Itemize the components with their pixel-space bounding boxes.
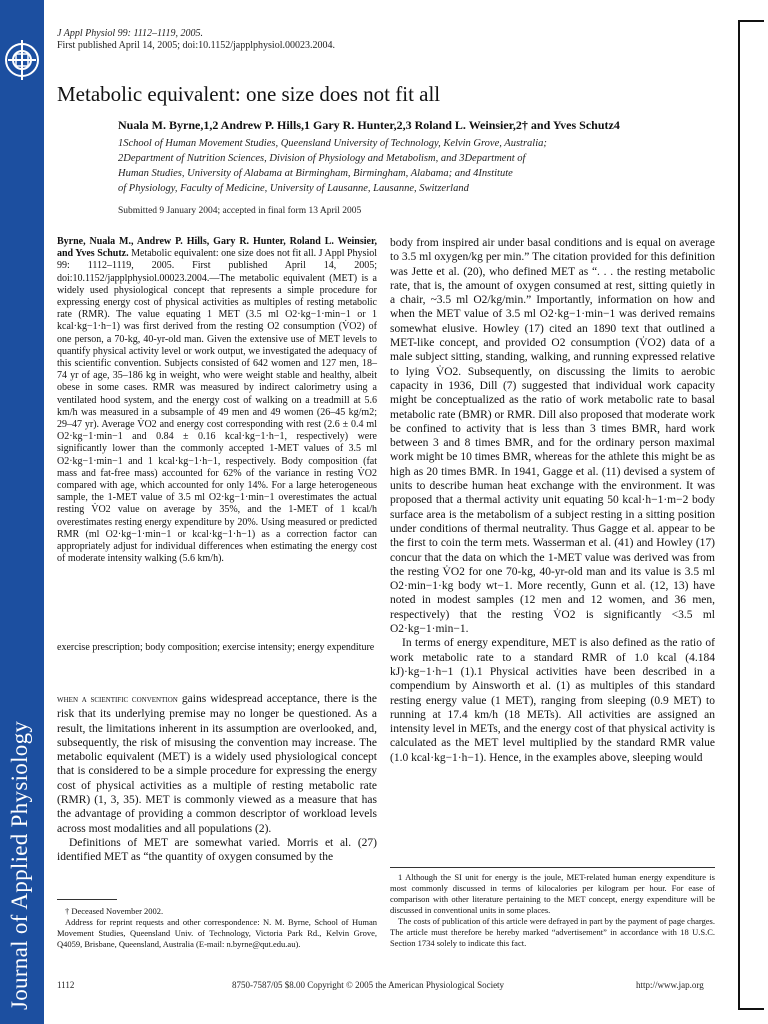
footnote-rule <box>57 899 117 900</box>
journal-sidebar <box>0 0 44 1024</box>
page-edge-tab <box>738 20 764 1010</box>
body-left-column <box>57 692 377 865</box>
body-paragraph: In terms of energy expenditure, MET is also defined as the ratio of work metabolic rate to a standard RMR of 1.0 kcal (4.184 kJ)·kg−1·h−1 (1).1 Physical activities have been described in a compendium by Ainsworth et al. (1) as multiples of this standard resting energy value (1 MET), ranging from sleeping (0.9 MET) to running at 17.4 km/h (18 METs). All activities are assigned an intensity level in METs, and the energy cost of that physical activity is calculated as the MET level multiplied by the standard RMR value (1.0 kcal·kg−1·h−1). Hence, in the examples above, sleeping would <box>390 637 715 764</box>
citation-line: J Appl Physiol 99: 1112–1119, 2005. <box>57 28 204 39</box>
body-right-column <box>390 236 715 765</box>
copyright-line: 8750-7587/05 $8.00 Copyright © 2005 the American Physiological Society <box>232 980 505 990</box>
footnote: Address for reprint requests and other correspondence: N. M. Byrne, School of Human Movement Studies, Queensland Univ. of Technology, Victoria Park Rd., Kelvin Grove, Q4059, Brisbane, Queensland, Australia (E-mail: n.byrne@qut.edu.au). <box>57 917 377 949</box>
footnotes-right <box>390 872 715 949</box>
abstract <box>57 236 377 565</box>
journal-url-link[interactable]: http://www.jap.org <box>636 980 704 990</box>
page-number: 1112 <box>57 980 75 990</box>
body-paragraph: body from inspired air under basal conditions and is equal on average to 3.5 ml oxygen/kg per min.” The citation provided for this definition was Jette et al. (20), who defined MET as “. . . the resting metabolic rate, that is, the amount of oxygen consumed at rest, sitting quietly in a chair, ~3.5 ml O2/kg/min.” Importantly, information on how and when the MET value of 3.5 ml O2·kg−1·min−1 was derived remains somewhat elusive. Howley (17) cited an 1890 text that outlined a MET-like concept, and provided O2 consumption (V̇O2) data of a male subject sitting, standing, walking, and running expressed relative to lying V̇O2. Subsequently, on discussing the limits to aerobic capacity in 1936, Dill (7) suggested that individual work capacity might be conceptualized as the ratio of work metabolic rate to basal metabolic rate (BMR) or RMR. Dill also proposed that moderate work be confined to activity that is less than 3 times BMR, hard work between 3 and 8 times BMR, and for the ordinary person maximal work might be 10 times BMR, whereas for the athlete this might be as high as 20 times BMR. In 1941, Gagge et al. (11) devised a system of units to describe human heat exchange with the environment. It was proposed that a thermal activity unit equating 50 kcal·h−1·m−2 body surface area is the metabolism of a subject resting in a sitting position under conditions of thermal neutrality. Thus Gagge et al. appear to be the first to coin the term mets. Wasserman et al. (41) and Howley (17) concur that the data on which the 1-MET value was derived was from the resting V̇O2 for one 70-kg, 40-yr-old man and its value is 3.5 ml O2·min−1·kg body wt−1. More recently, Gunn et al. (12, 13) have noted in modest samples (12 men and 12 women, and 36 men, respectively) that the resting V̇O2 is significantly <3.5 ml O2·kg−1·min−1. <box>390 237 715 636</box>
author-list: Nuala M. Byrne,1,2 Andrew P. Hills,1 Gary R. Hunter,2,3 Roland L. Weinsier,2† and Yves Schutz4 <box>118 118 620 132</box>
footnotes-left <box>57 906 377 950</box>
running-header <box>57 28 335 52</box>
footnote: 1 Although the SI unit for energy is the joule, MET-related human energy expenditure is most commonly discussed in terms of kilocalories per kilogram per hour. For ease of comparison with other literature pertaining to the MET concept, energy expenditure will be discussed in conventional units in some places. <box>390 872 715 915</box>
first-published-line: First published April 14, 2005; doi:10.1152/japplphysiol.00023.2004. <box>57 40 335 51</box>
abstract-heading: Byrne, Nuala M., Andrew P. Hills, Gary R. Hunter, Roland L. Weinsier, and Yves Schutz. <box>57 236 377 260</box>
affiliation-line: 1School of Human Movement Studies, Queensland University of Technology, Kelvin Grove, Australia; <box>118 138 547 149</box>
body-paragraph <box>57 692 377 836</box>
affiliations <box>118 136 718 196</box>
affiliation-line: 2Department of Nutrition Sciences, Division of Physiology and Metabolism, and 3Department of <box>118 153 526 164</box>
body-paragraph: Definitions of MET are somewhat varied. Morris et al. (27) identified MET as “the quantity of oxygen consumed by the <box>57 836 377 864</box>
footnote-rule <box>390 867 715 868</box>
affiliation-line: Human Studies, University of Alabama at Birmingham, Birmingham, Alabama; and 4Institute <box>118 168 513 179</box>
article-title: Metabolic equivalent: one size does not fit all <box>57 82 441 106</box>
abstract-text: Metabolic equivalent: one size does not fit all. J Appl Physiol 99: 1112–1119, 2005. First published April 14, 2005; doi:10.1152/japplphysiol.00023.2004.—The metabolic equivalent (MET) is a widely used physiological concept that represents a simple procedure for expressing energy cost of physical activities as multiples of resting metabolic rate (RMR). The value equating 1 MET (3.5 ml O2·kg−1·min−1 or 1 kcal·kg−1·h−1) was first derived from the resting O2 consumption (V̇O2) of one person, a 70-kg, 40-yr-old man. Given the extensive use of MET levels to quantify physical activity level or work output, we investigated the adequacy of this scientific convention. Subjects consisted of 642 women and 127 men, 18–74 yr of age, 35–186 kg in weight, who were weight stable and healthy, albeit obese in some cases. RMR was measured by indirect calorimetry using a ventilated hood system, and the energy cost of walking on a treadmill at 5.6 km/h was measured in a subsample of 49 men and 49 women (26–45 kg/m2; 29–47 yr). Average V̇O2 and energy cost corresponding with rest (2.6 ± 0.4 ml O2·kg−1·min−1 and 0.84 ± 0.16 kcal·kg−1·h−1, respectively) were significantly lower than the commonly accepted 1-MET values of 3.5 ml O2·kg−1·min−1 and 1 kcal·kg−1·h−1, respectively. Body composition (fat mass and fat-free mass) accounted for 62% of the variance in resting V̇O2 compared with age, which accounted for only 14%. For a large heterogeneous sample, the 1-MET value of 3.5 ml O2·kg−1·min−1 overestimates the actual resting V̇O2 value on average by 35%, and the 1-MET of 1 kcal/h overestimates resting energy expenditure by 20%. Using measured or predicted RMR (ml O2·kg−1·min−1 or kcal·kg−1·h−1) as a correction factor can appropriately adjust for individual differences when estimating the energy cost of moderate intensity walking (5.6 km/h). <box>57 248 378 565</box>
keywords: exercise prescription; body composition; exercise intensity; energy expenditure <box>57 642 375 653</box>
journal-name-vertical: Journal of Applied Physiology <box>7 720 32 1010</box>
affiliation-line: of Physiology, Faculty of Medicine, University of Lausanne, Lausanne, Switzerland <box>118 183 469 194</box>
paragraph-text: gains widespread acceptance, there is the risk that its underlying premise may no longer be questioned. As a result, the limitations inherent in its assumption are overlooked, and, subsequently, the risk of misusing the convention may increase. The metabolic equivalent (MET) is a widely used physiological concept that is considered to be a simple procedure for expressing the energy cost of physical activities as a multiple of resting metabolic rate (RMR) (1, 3, 35). MET is commonly viewed as a measure that has the advantage of providing a common descriptor of workload levels across most modalities and all populations (2). <box>57 693 377 835</box>
journal-logo-icon <box>2 30 42 90</box>
footnote: † Deceased November 2002. <box>65 906 164 916</box>
submission-dates: Submitted 9 January 2004; accepted in final form 13 April 2005 <box>118 206 362 216</box>
footnote: The costs of publication of this article were defrayed in part by the payment of page charges. The article must therefore be hereby marked “advertisement” in accordance with 18 U.S.C. Section 1734 solely to indicate this fact. <box>390 916 715 948</box>
lead-in: when a scientific convention <box>57 694 178 705</box>
